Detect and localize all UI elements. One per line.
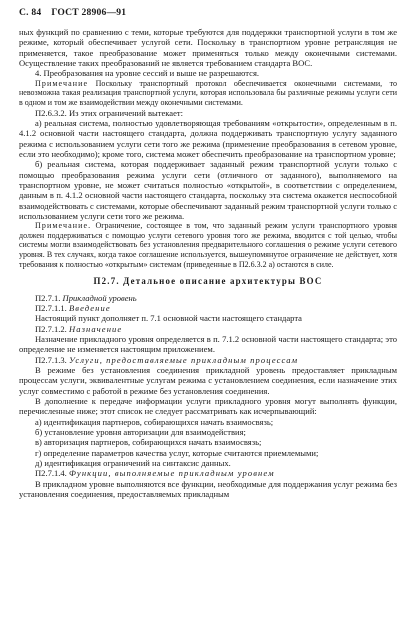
page-body	[19, 27, 397, 499]
page-header	[19, 7, 126, 18]
subsection-title: Введение	[68, 302, 111, 313]
subsection-number: П2.7.1.	[35, 292, 63, 303]
note-1-text: Поскольку транспортный протокол обеспечивается оконечными системами, то невозможна такая реализация транспортной услуги, которая использовала бы различные режимы услуги сети в одном и том же взаимодействии между оконечными системами.	[19, 78, 397, 107]
note-1-label: Примечание	[35, 78, 89, 88]
subsection-p2712	[19, 324, 397, 334]
subsection-number: П2.7.1.2.	[35, 323, 69, 334]
note-2-text: Ограничение, состоящее в том, что заданный режим услуги транспортного уровня должен поддерживаться с помощью услуги сетевого уровня того же режима, вводится с той целью, чтобы системы могли взаимодействовать без установления предварительного соглашения о режиме услуги сетевого уровня. В тех случаях, когда такое соглашение используется, вышеупомянутое ограничение не действует, хотя требования к полностью «открытым» системам (приведенные в П2.6.3.2 а) остаются в силе.	[19, 221, 397, 269]
list-item: г) определение параметров качества услуг, которые считаются приемлемыми;	[35, 447, 319, 458]
paragraph-functions-intro: В дополнение к передаче информации услуги прикладного уровня могут выполнять функции, перечисленные ниже; этот список не следует рассматривать как исчерпывающий:	[19, 396, 397, 417]
subsection-p271	[19, 293, 397, 303]
paragraph-p2632: П2.6.3.2. Из этих ограничений вытекает:	[35, 107, 183, 118]
subsection-number: П2.7.1.3.	[35, 354, 69, 365]
subsection-p2714	[19, 468, 397, 478]
paragraph-intro: Настоящий пункт дополняет п. 7.1 основной части настоящего стандарта	[35, 313, 302, 324]
list-item: б) установление уровня авторизации для взаимодействия;	[35, 427, 246, 438]
subsection-title: Прикладной уровень	[62, 292, 137, 303]
section-heading: П2.7. Детальное описание архитектуры ВОС	[93, 276, 323, 287]
paragraph-functions: В прикладном уровне выполняются все функции, необходимые для поддержания услуг режима без установления соединения, предоставляемых прикладным	[19, 478, 397, 500]
list-item: а) идентификация партнеров, собирающихся начать взаимосвязь;	[35, 416, 274, 427]
page-number: С. 84	[19, 7, 42, 18]
subsection-title: Назначение	[68, 323, 123, 334]
standard-code: ГОСТ 28906—91	[51, 7, 127, 18]
subsection-title: Услуги, предоставляемые прикладным процессам	[68, 354, 299, 365]
subsection-title: Функции, выполняемые прикладным уровнем	[68, 468, 275, 479]
note-2	[19, 221, 397, 269]
function-list	[19, 417, 397, 469]
paragraph-continued: ных функций по сравнению с теми, которые требуются для поддержки транспортной услуги в том же режиме, который обеспечивает услугой сети. Поскольку в транспортном уровне ретрансляция не применяется, такое преобразование может применяться только между оконечными системами. Осуществление таких преобразований не является требованием стандарта ВОС.	[19, 27, 397, 69]
paragraph-b: б) реальная система, которая поддерживает заданный режим транспортной услуги только с помощью преобразования режима услуги сети (отличного от заданного), выполняемого на транспортном уровне, не может считаться полностью «открытой», в соответствии с определением, данным в п. 4.1.2 основной части настоящего стандарта, поскольку эта система окажется неспособной взаимодействовать с системами, которые обеспечивают заданный режим транспортной услуги только с использованием услуги сети того же режима.	[19, 159, 397, 221]
list-item: д) идентификация ограничений на синтаксис данных.	[35, 458, 231, 469]
paragraph-services: В режиме без установления соединения прикладной уровень предоставляет прикладным процессам услуги, эквивалентные услугам режима с установлением соединения, если назначение этих услуг совместимо с работой в режиме без установления соединения.	[19, 365, 397, 396]
note-1	[19, 79, 397, 108]
note-2-label: Примечание.	[35, 221, 92, 231]
subsection-number: П2.7.1.4.	[35, 468, 69, 479]
list-item: в) авторизация партнеров, собирающихся начать взаимосвязь;	[35, 437, 262, 448]
subsection-p2713	[19, 355, 397, 365]
paragraph-purpose: Назначение прикладного уровня определяется в п. 7.1.2 основной части настоящего стандарта; это определение не изменяется настоящим приложением.	[19, 333, 397, 355]
subsection-p2711	[19, 303, 397, 313]
paragraph-item-4: 4. Преобразования на уровне сессий и выше не разрешаются.	[35, 68, 260, 79]
subsection-number: П2.7.1.1.	[35, 302, 69, 313]
paragraph-a: а) реальная система, полностью удовлетворяющая требованиям «открытости», определенным в п. 4.1.2 основной части настоящего стандарта, должна поддерживать транспортную услугу заданного режима с использованием услуги сети того же режима (применение преобразования в сетевом уровне, если это необходимо); кроме того, система может обеспечить преобразование на транспортном уровне;	[19, 117, 397, 159]
